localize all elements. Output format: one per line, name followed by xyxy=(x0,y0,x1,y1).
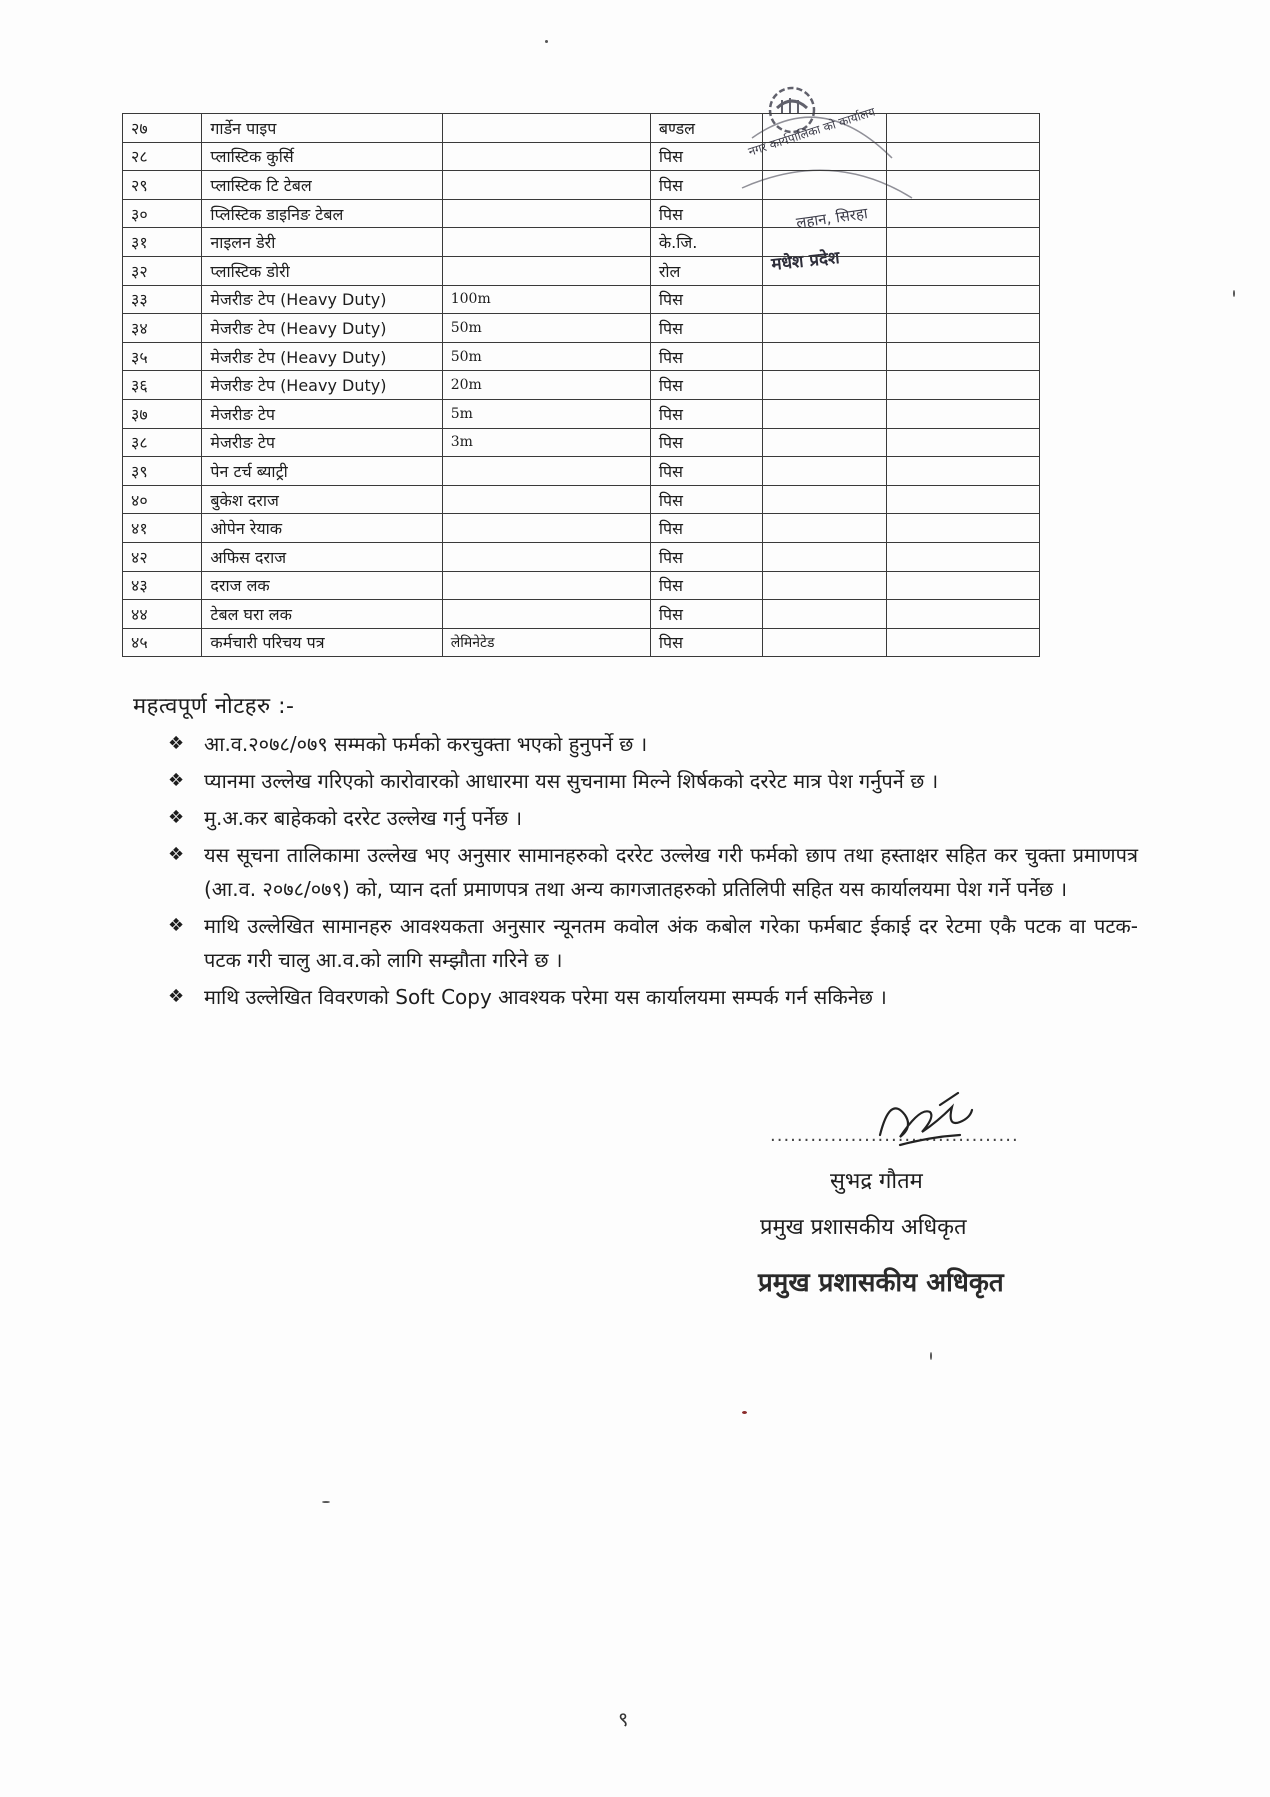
empty-cell xyxy=(887,542,1040,571)
empty-cell xyxy=(763,285,887,314)
empty-cell xyxy=(763,142,887,171)
specification-cell xyxy=(442,514,650,543)
note-item xyxy=(168,838,1138,906)
serial-number-cell: ३७ xyxy=(123,399,202,428)
item-name-cell: प्लास्टिक कुर्सि xyxy=(202,142,442,171)
empty-cell xyxy=(763,428,887,457)
unit-cell: के.जि. xyxy=(650,228,763,257)
diamond-bullet-icon: ❖ xyxy=(168,770,185,791)
specification-cell: 20m xyxy=(442,371,650,400)
serial-number-cell: ४३ xyxy=(123,571,202,600)
empty-cell xyxy=(763,199,887,228)
diamond-bullet-icon: ❖ xyxy=(168,807,185,828)
item-name-cell: कर्मचारी परिचय पत्र xyxy=(202,628,442,657)
table-row xyxy=(123,600,1040,629)
diamond-bullet-icon: ❖ xyxy=(168,986,185,1007)
serial-number-cell: ४१ xyxy=(123,514,202,543)
unit-cell: पिस xyxy=(650,600,763,629)
scan-speck xyxy=(545,40,548,43)
specification-cell xyxy=(442,199,650,228)
empty-cell xyxy=(887,114,1040,143)
empty-cell xyxy=(887,285,1040,314)
empty-cell xyxy=(887,457,1040,486)
serial-number-cell: ३१ xyxy=(123,228,202,257)
note-text: प्यानमा उल्लेख गरिएको कारोवारको आधारमा यस सुचनामा मिल्ने शिर्षकको दररेट मात्र पेश गर्नुपर्ने छ । xyxy=(204,769,939,793)
item-name-cell: गार्डेन पाइप xyxy=(202,114,442,143)
item-name-cell: प्लास्टिक टि टेबल xyxy=(202,171,442,200)
table-row xyxy=(123,142,1040,171)
specification-cell xyxy=(442,228,650,257)
specification-cell xyxy=(442,114,650,143)
serial-number-cell: ३८ xyxy=(123,428,202,457)
diamond-bullet-icon: ❖ xyxy=(168,733,185,754)
item-name-cell: प्लिस्टिक डाइनिङ टेबल xyxy=(202,199,442,228)
table-row xyxy=(123,628,1040,657)
signature-dotted-line: ..................................... xyxy=(770,1125,1019,1146)
note-text: आ.व.२०७८/०७९ सम्मको फर्मको करचुक्ता भएको हुनुपर्ने छ । xyxy=(204,732,648,756)
diamond-bullet-icon: ❖ xyxy=(168,915,185,936)
notes-title: महत्वपूर्ण नोटहरु :- xyxy=(133,694,295,719)
unit-cell: पिस xyxy=(650,457,763,486)
table-row xyxy=(123,371,1040,400)
signer-title: प्रमुख प्रशासकीय अधिकृत xyxy=(760,1215,967,1240)
empty-cell xyxy=(763,628,887,657)
unit-cell: पिस xyxy=(650,285,763,314)
page-number: ९ xyxy=(618,1707,629,1731)
unit-cell: पिस xyxy=(650,199,763,228)
specification-cell xyxy=(442,600,650,629)
empty-cell xyxy=(763,114,887,143)
empty-cell xyxy=(763,371,887,400)
item-name-cell: नाइलन डेरी xyxy=(202,228,442,257)
serial-number-cell: २८ xyxy=(123,142,202,171)
note-item xyxy=(168,801,1138,835)
items-table xyxy=(122,113,1040,657)
empty-cell xyxy=(763,542,887,571)
note-text: माथि उल्लेखित सामानहरु आवश्यकता अनुसार न्यूनतम कवोल अंक कबोल गरेका फर्मबाट ईकाई दर रेटमा एकै पटक वा पटक-पटक गरी चालु आ.व.को लागि सम्झौता गरिने छ । xyxy=(204,914,1138,972)
specification-cell xyxy=(442,542,650,571)
unit-cell: पिस xyxy=(650,514,763,543)
item-name-cell: अफिस दराज xyxy=(202,542,442,571)
table-row xyxy=(123,542,1040,571)
empty-cell xyxy=(763,600,887,629)
empty-cell xyxy=(887,314,1040,343)
empty-cell xyxy=(887,600,1040,629)
empty-cell xyxy=(887,199,1040,228)
unit-cell: पिस xyxy=(650,628,763,657)
unit-cell: पिस xyxy=(650,399,763,428)
specification-cell: 5m xyxy=(442,399,650,428)
empty-cell xyxy=(763,485,887,514)
table-row xyxy=(123,428,1040,457)
empty-cell xyxy=(887,371,1040,400)
note-item xyxy=(168,727,1138,761)
empty-cell xyxy=(887,256,1040,285)
handwritten-signature xyxy=(870,1085,980,1155)
note-text: माथि उल्लेखित विवरणको Soft Copy आवश्यक परेमा यस कार्यालयमा सम्पर्क गर्न सकिनेछ । xyxy=(204,985,887,1009)
empty-cell xyxy=(887,628,1040,657)
serial-number-cell: २७ xyxy=(123,114,202,143)
serial-number-cell: ३६ xyxy=(123,371,202,400)
unit-cell: रोल xyxy=(650,256,763,285)
scan-speck xyxy=(1233,290,1235,297)
serial-number-cell: ३९ xyxy=(123,457,202,486)
stamp-text-place: लहान, सिरहा xyxy=(795,204,869,232)
table-row xyxy=(123,485,1040,514)
unit-cell: पिस xyxy=(650,314,763,343)
unit-cell: बण्डल xyxy=(650,114,763,143)
table-row xyxy=(123,256,1040,285)
specification-cell xyxy=(442,256,650,285)
specification-cell xyxy=(442,142,650,171)
item-name-cell: मेजरीङ टेप xyxy=(202,428,442,457)
stamp-text-office: नगर कार्यपालिका को कार्यालय xyxy=(746,104,877,159)
item-name-cell: दराज लक xyxy=(202,571,442,600)
table-row xyxy=(123,285,1040,314)
unit-cell: पिस xyxy=(650,342,763,371)
serial-number-cell: ४२ xyxy=(123,542,202,571)
note-text: मु.अ.कर बाहेकको दररेट उल्लेख गर्नु पर्नेछ । xyxy=(204,806,523,830)
designation-stamp: प्रमुख प्रशासकीय अधिकृत xyxy=(758,1268,1004,1298)
specification-cell: 50m xyxy=(442,314,650,343)
note-item xyxy=(168,909,1138,977)
stamp-text-province: मधेश प्रदेश xyxy=(770,247,841,275)
serial-number-cell: ३० xyxy=(123,199,202,228)
empty-cell xyxy=(887,228,1040,257)
note-text: यस सूचना तालिकामा उल्लेख भए अनुसार सामानहरुको दररेट उल्लेख गरी फर्मको छाप तथा हस्ताक्षर सहित कर चुक्ता प्रमाणपत्र (आ.व. २०७८/०७९) को, प्यान दर्ता प्रमाणपत्र तथा अन्य कागजातहरुको प्रतिलिपी सहित यस कार्यालयमा पेश गर्ने पर्नेछ । xyxy=(204,843,1138,901)
scan-speck xyxy=(742,1411,747,1414)
table-row xyxy=(123,399,1040,428)
table-row xyxy=(123,571,1040,600)
item-name-cell: ओपेन रेयाक xyxy=(202,514,442,543)
item-name-cell: मेजरीङ टेप (Heavy Duty) xyxy=(202,342,442,371)
specification-cell xyxy=(442,457,650,486)
item-name-cell: मेजरीङ टेप (Heavy Duty) xyxy=(202,314,442,343)
specification-cell: लेमिनेटेड xyxy=(442,628,650,657)
unit-cell: पिस xyxy=(650,571,763,600)
serial-number-cell: ४४ xyxy=(123,600,202,629)
items-table-body xyxy=(123,114,1040,657)
unit-cell: पिस xyxy=(650,371,763,400)
empty-cell xyxy=(763,457,887,486)
table-row xyxy=(123,342,1040,371)
empty-cell xyxy=(887,428,1040,457)
serial-number-cell: ३३ xyxy=(123,285,202,314)
specification-cell xyxy=(442,485,650,514)
serial-number-cell: २९ xyxy=(123,171,202,200)
unit-cell: पिस xyxy=(650,542,763,571)
table-row xyxy=(123,199,1040,228)
empty-cell xyxy=(763,228,887,257)
item-name-cell: टेबल घरा लक xyxy=(202,600,442,629)
empty-cell xyxy=(887,514,1040,543)
item-name-cell: प्लास्टिक डोरी xyxy=(202,256,442,285)
table-row xyxy=(123,171,1040,200)
empty-cell xyxy=(887,571,1040,600)
empty-cell xyxy=(763,342,887,371)
serial-number-cell: ४० xyxy=(123,485,202,514)
diamond-bullet-icon: ❖ xyxy=(168,844,185,865)
item-name-cell: मेजरीङ टेप (Heavy Duty) xyxy=(202,285,442,314)
unit-cell: पिस xyxy=(650,142,763,171)
empty-cell xyxy=(887,171,1040,200)
item-name-cell: बुकेश दराज xyxy=(202,485,442,514)
serial-number-cell: ३२ xyxy=(123,256,202,285)
notes-list xyxy=(168,727,1138,1017)
specification-cell: 3m xyxy=(442,428,650,457)
serial-number-cell: ३५ xyxy=(123,342,202,371)
empty-cell xyxy=(763,256,887,285)
empty-cell xyxy=(887,342,1040,371)
table-row xyxy=(123,514,1040,543)
specification-cell: 50m xyxy=(442,342,650,371)
table-row xyxy=(123,314,1040,343)
table-row xyxy=(123,114,1040,143)
empty-cell xyxy=(887,142,1040,171)
scan-speck xyxy=(322,1501,330,1503)
note-item xyxy=(168,980,1138,1014)
specification-cell xyxy=(442,571,650,600)
empty-cell xyxy=(887,485,1040,514)
empty-cell xyxy=(763,571,887,600)
note-item xyxy=(168,764,1138,798)
empty-cell xyxy=(763,314,887,343)
empty-cell xyxy=(763,171,887,200)
serial-number-cell: ३४ xyxy=(123,314,202,343)
serial-number-cell: ४५ xyxy=(123,628,202,657)
unit-cell: पिस xyxy=(650,428,763,457)
unit-cell: पिस xyxy=(650,171,763,200)
empty-cell xyxy=(763,514,887,543)
item-name-cell: मेजरीङ टेप xyxy=(202,399,442,428)
empty-cell xyxy=(887,399,1040,428)
item-name-cell: मेजरीङ टेप (Heavy Duty) xyxy=(202,371,442,400)
specification-cell xyxy=(442,171,650,200)
item-name-cell: पेन टर्च ब्याट्री xyxy=(202,457,442,486)
unit-cell: पिस xyxy=(650,485,763,514)
scan-speck xyxy=(930,1352,932,1360)
table-row xyxy=(123,228,1040,257)
signer-name: सुभद्र गौतम xyxy=(830,1169,923,1194)
specification-cell: 100m xyxy=(442,285,650,314)
table-row xyxy=(123,457,1040,486)
empty-cell xyxy=(763,399,887,428)
